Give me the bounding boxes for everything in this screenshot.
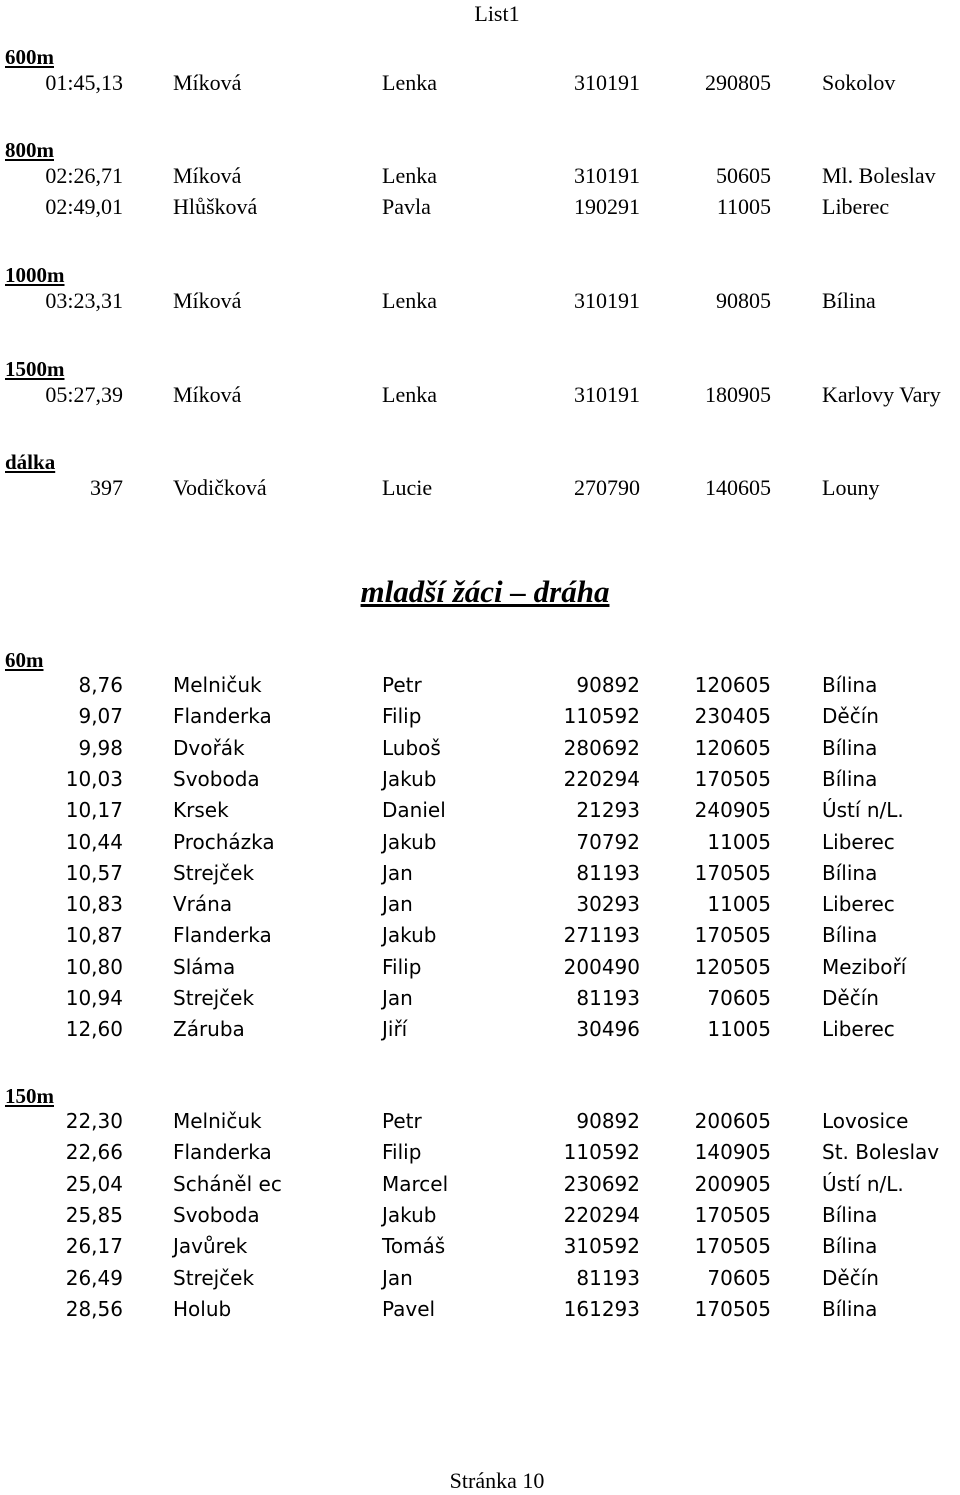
race-date: 170505 xyxy=(694,1296,771,1321)
first-name: Lenka xyxy=(382,70,437,95)
surname: Míková xyxy=(173,288,242,313)
race-place: Sokolov xyxy=(822,70,896,95)
result-time: 22,66 xyxy=(65,1140,123,1165)
race-place: Lovosice xyxy=(822,1109,909,1133)
first-name: Filip xyxy=(382,1140,422,1165)
first-name: Tomáš xyxy=(382,1234,446,1259)
surname: Vrána xyxy=(173,892,233,917)
surname: Strejček xyxy=(173,986,255,1010)
result-row xyxy=(0,733,960,764)
race-place: Děčín xyxy=(822,704,879,729)
race-place: Bílina xyxy=(822,735,878,760)
result-row xyxy=(0,795,960,826)
result-row xyxy=(0,1200,960,1231)
race-place: Ml. Boleslav xyxy=(822,163,936,188)
race-date: 170505 xyxy=(694,1202,771,1227)
result-row xyxy=(0,920,960,951)
race-date: 50605 xyxy=(716,163,771,188)
first-name: Pavla xyxy=(382,194,431,219)
birth-date: 110592 xyxy=(563,704,640,729)
race-place: Děčín xyxy=(822,1265,879,1290)
section-title: dálka xyxy=(5,450,56,474)
result-time: 9,07 xyxy=(78,704,123,729)
race-date: 170505 xyxy=(694,923,771,948)
result-row xyxy=(0,1106,960,1137)
birth-date: 90892 xyxy=(576,1109,640,1133)
result-row xyxy=(0,952,960,983)
result-time: 03:23,31 xyxy=(45,288,123,313)
race-date: 140605 xyxy=(705,475,771,500)
section-title: 1500m xyxy=(5,357,65,381)
race-place: Liberec xyxy=(822,1017,895,1042)
result-row xyxy=(0,472,960,503)
surname: Flanderka xyxy=(173,1140,272,1165)
race-place: Liberec xyxy=(822,194,890,219)
first-name: Lenka xyxy=(382,288,437,313)
race-date: 170505 xyxy=(694,1234,771,1259)
first-name: Lenka xyxy=(382,163,437,188)
surname: Dvořák xyxy=(173,735,245,760)
race-date: 11005 xyxy=(716,194,771,219)
result-time: 10,17 xyxy=(65,798,123,823)
surname: Scháněl ec xyxy=(173,1171,282,1196)
birth-date: 30496 xyxy=(576,1017,640,1042)
result-row xyxy=(0,983,960,1014)
race-place: Louny xyxy=(822,475,880,500)
race-date: 120505 xyxy=(694,954,771,979)
result-row xyxy=(0,67,960,98)
result-time: 10,94 xyxy=(65,986,123,1010)
first-name: Lucie xyxy=(382,475,433,500)
result-time: 10,87 xyxy=(65,923,123,948)
section-title: 60m xyxy=(5,648,44,672)
race-place: Bílina xyxy=(822,1234,878,1259)
result-time: 26,17 xyxy=(65,1234,123,1259)
birth-date: 200490 xyxy=(563,954,640,979)
surname: Strejček xyxy=(173,1265,255,1290)
surname: Melničuk xyxy=(173,673,262,697)
race-place: Bílina xyxy=(822,1202,878,1227)
birth-date: 81193 xyxy=(576,1265,640,1290)
birth-date: 271193 xyxy=(563,923,640,948)
section-title: 800m xyxy=(5,138,54,162)
race-place: Ústí n/L. xyxy=(822,1171,904,1196)
result-time: 02:49,01 xyxy=(45,194,123,219)
section-title: 600m xyxy=(5,45,54,69)
first-name: Petr xyxy=(382,673,422,697)
surname: Krsek xyxy=(173,798,229,823)
surname: Strejček xyxy=(173,860,255,885)
result-row xyxy=(0,670,960,701)
result-time: 25,04 xyxy=(65,1171,123,1196)
race-date: 170505 xyxy=(694,766,771,791)
result-row xyxy=(0,1263,960,1294)
result-time: 26,49 xyxy=(65,1265,123,1290)
birth-date: 310191 xyxy=(574,382,640,407)
result-time: 25,85 xyxy=(65,1202,123,1227)
birth-date: 310191 xyxy=(574,163,640,188)
birth-date: 190291 xyxy=(574,194,640,219)
result-time: 9,98 xyxy=(78,735,123,760)
race-date: 180905 xyxy=(705,382,771,407)
surname: Flanderka xyxy=(173,704,272,729)
surname: Hlůšková xyxy=(173,194,258,219)
result-row xyxy=(0,379,960,410)
first-name: Lenka xyxy=(382,382,437,407)
first-name: Jakub xyxy=(382,829,437,854)
result-time: 12,60 xyxy=(65,1017,123,1042)
birth-date: 30293 xyxy=(576,892,640,917)
surname: Svoboda xyxy=(173,766,260,791)
birth-date: 21293 xyxy=(576,798,640,823)
result-row xyxy=(0,889,960,920)
sheet-title: List1 xyxy=(474,1,520,26)
race-date: 240905 xyxy=(694,798,771,823)
surname: Holub xyxy=(173,1296,232,1321)
race-date: 200605 xyxy=(694,1109,771,1133)
page-footer: Stránka 10 xyxy=(449,1468,545,1493)
race-place: Karlovy Vary xyxy=(822,382,941,407)
race-date: 11005 xyxy=(707,892,771,917)
first-name: Luboš xyxy=(382,735,441,760)
race-date: 70605 xyxy=(707,1265,771,1290)
section-title: 1000m xyxy=(5,263,65,287)
first-name: Jan xyxy=(382,892,413,917)
surname: Flanderka xyxy=(173,923,272,948)
surname: Míková xyxy=(173,163,242,188)
result-time: 05:27,39 xyxy=(45,382,123,407)
result-row xyxy=(0,701,960,732)
surname: Melničuk xyxy=(173,1109,262,1133)
result-row xyxy=(0,191,960,222)
result-time: 28,56 xyxy=(65,1296,123,1321)
race-date: 120605 xyxy=(694,673,771,697)
category-heading: mladší žáci – dráha xyxy=(360,574,610,609)
birth-date: 110592 xyxy=(563,1140,640,1165)
birth-date: 310191 xyxy=(574,70,640,95)
first-name: Jakub xyxy=(382,1202,437,1227)
result-row xyxy=(0,1169,960,1200)
first-name: Daniel xyxy=(382,798,446,823)
race-date: 90805 xyxy=(716,288,771,313)
result-row xyxy=(0,858,960,889)
birth-date: 270790 xyxy=(574,475,640,500)
race-place: Meziboří xyxy=(822,954,907,979)
first-name: Jakub xyxy=(382,766,437,791)
race-place: Bílina xyxy=(822,673,878,697)
birth-date: 310592 xyxy=(563,1234,640,1259)
result-row xyxy=(0,1294,960,1325)
birth-date: 161293 xyxy=(563,1296,640,1321)
race-place: Děčín xyxy=(822,986,879,1010)
result-time: 10,80 xyxy=(65,954,123,979)
birth-date: 280692 xyxy=(563,735,640,760)
race-place: Liberec xyxy=(822,892,895,917)
race-place: Ústí n/L. xyxy=(822,798,904,823)
result-row xyxy=(0,1137,960,1168)
surname: Míková xyxy=(173,70,242,95)
race-date: 70605 xyxy=(707,986,771,1010)
race-date: 200905 xyxy=(694,1171,771,1196)
result-time: 10,44 xyxy=(65,829,123,854)
birth-date: 81193 xyxy=(576,986,640,1010)
first-name: Petr xyxy=(382,1109,422,1133)
birth-date: 310191 xyxy=(574,288,640,313)
race-place: Bílina xyxy=(822,766,878,791)
race-place: Bílina xyxy=(822,923,878,948)
race-date: 120605 xyxy=(694,735,771,760)
result-row xyxy=(0,285,960,316)
race-place: Bílina xyxy=(822,1296,878,1321)
surname: Svoboda xyxy=(173,1202,260,1227)
birth-date: 81193 xyxy=(576,860,640,885)
result-time: 8,76 xyxy=(78,673,123,697)
birth-date: 220294 xyxy=(563,766,640,791)
race-date: 11005 xyxy=(707,829,771,854)
result-row xyxy=(0,764,960,795)
first-name: Pavel xyxy=(382,1296,436,1321)
first-name: Jakub xyxy=(382,923,437,948)
birth-date: 230692 xyxy=(563,1171,640,1196)
result-row xyxy=(0,1231,960,1262)
result-row xyxy=(0,827,960,858)
first-name: Jan xyxy=(382,1265,413,1290)
result-row xyxy=(0,1014,960,1045)
race-place: St. Boleslav xyxy=(822,1140,940,1165)
surname: Procházka xyxy=(173,829,275,854)
result-time: 10,83 xyxy=(65,892,123,917)
birth-date: 70792 xyxy=(576,829,640,854)
surname: Sláma xyxy=(173,954,236,979)
race-place: Liberec xyxy=(822,829,895,854)
first-name: Jiří xyxy=(382,1017,408,1042)
surname: Vodičková xyxy=(173,475,267,500)
result-time: 22,30 xyxy=(65,1109,123,1133)
first-name: Jan xyxy=(382,986,413,1010)
race-date: 230405 xyxy=(694,704,771,729)
surname: Míková xyxy=(173,382,242,407)
result-time: 10,57 xyxy=(65,860,123,885)
surname: Javůrek xyxy=(173,1234,248,1259)
birth-date: 90892 xyxy=(576,673,640,697)
first-name: Marcel xyxy=(382,1171,449,1196)
result-time: 10,03 xyxy=(65,766,123,791)
race-date: 11005 xyxy=(707,1017,771,1042)
result-time: 397 xyxy=(90,475,123,500)
first-name: Filip xyxy=(382,704,422,729)
birth-date: 220294 xyxy=(563,1202,640,1227)
result-time: 02:26,71 xyxy=(45,163,123,188)
race-place: Bílina xyxy=(822,288,876,313)
first-name: Jan xyxy=(382,860,413,885)
result-time: 01:45,13 xyxy=(45,70,123,95)
race-date: 140905 xyxy=(694,1140,771,1165)
result-row xyxy=(0,160,960,191)
first-name: Filip xyxy=(382,954,422,979)
surname: Záruba xyxy=(173,1017,245,1042)
section-title: 150m xyxy=(5,1084,54,1108)
race-date: 290805 xyxy=(705,70,771,95)
race-date: 170505 xyxy=(694,860,771,885)
race-place: Bílina xyxy=(822,860,878,885)
